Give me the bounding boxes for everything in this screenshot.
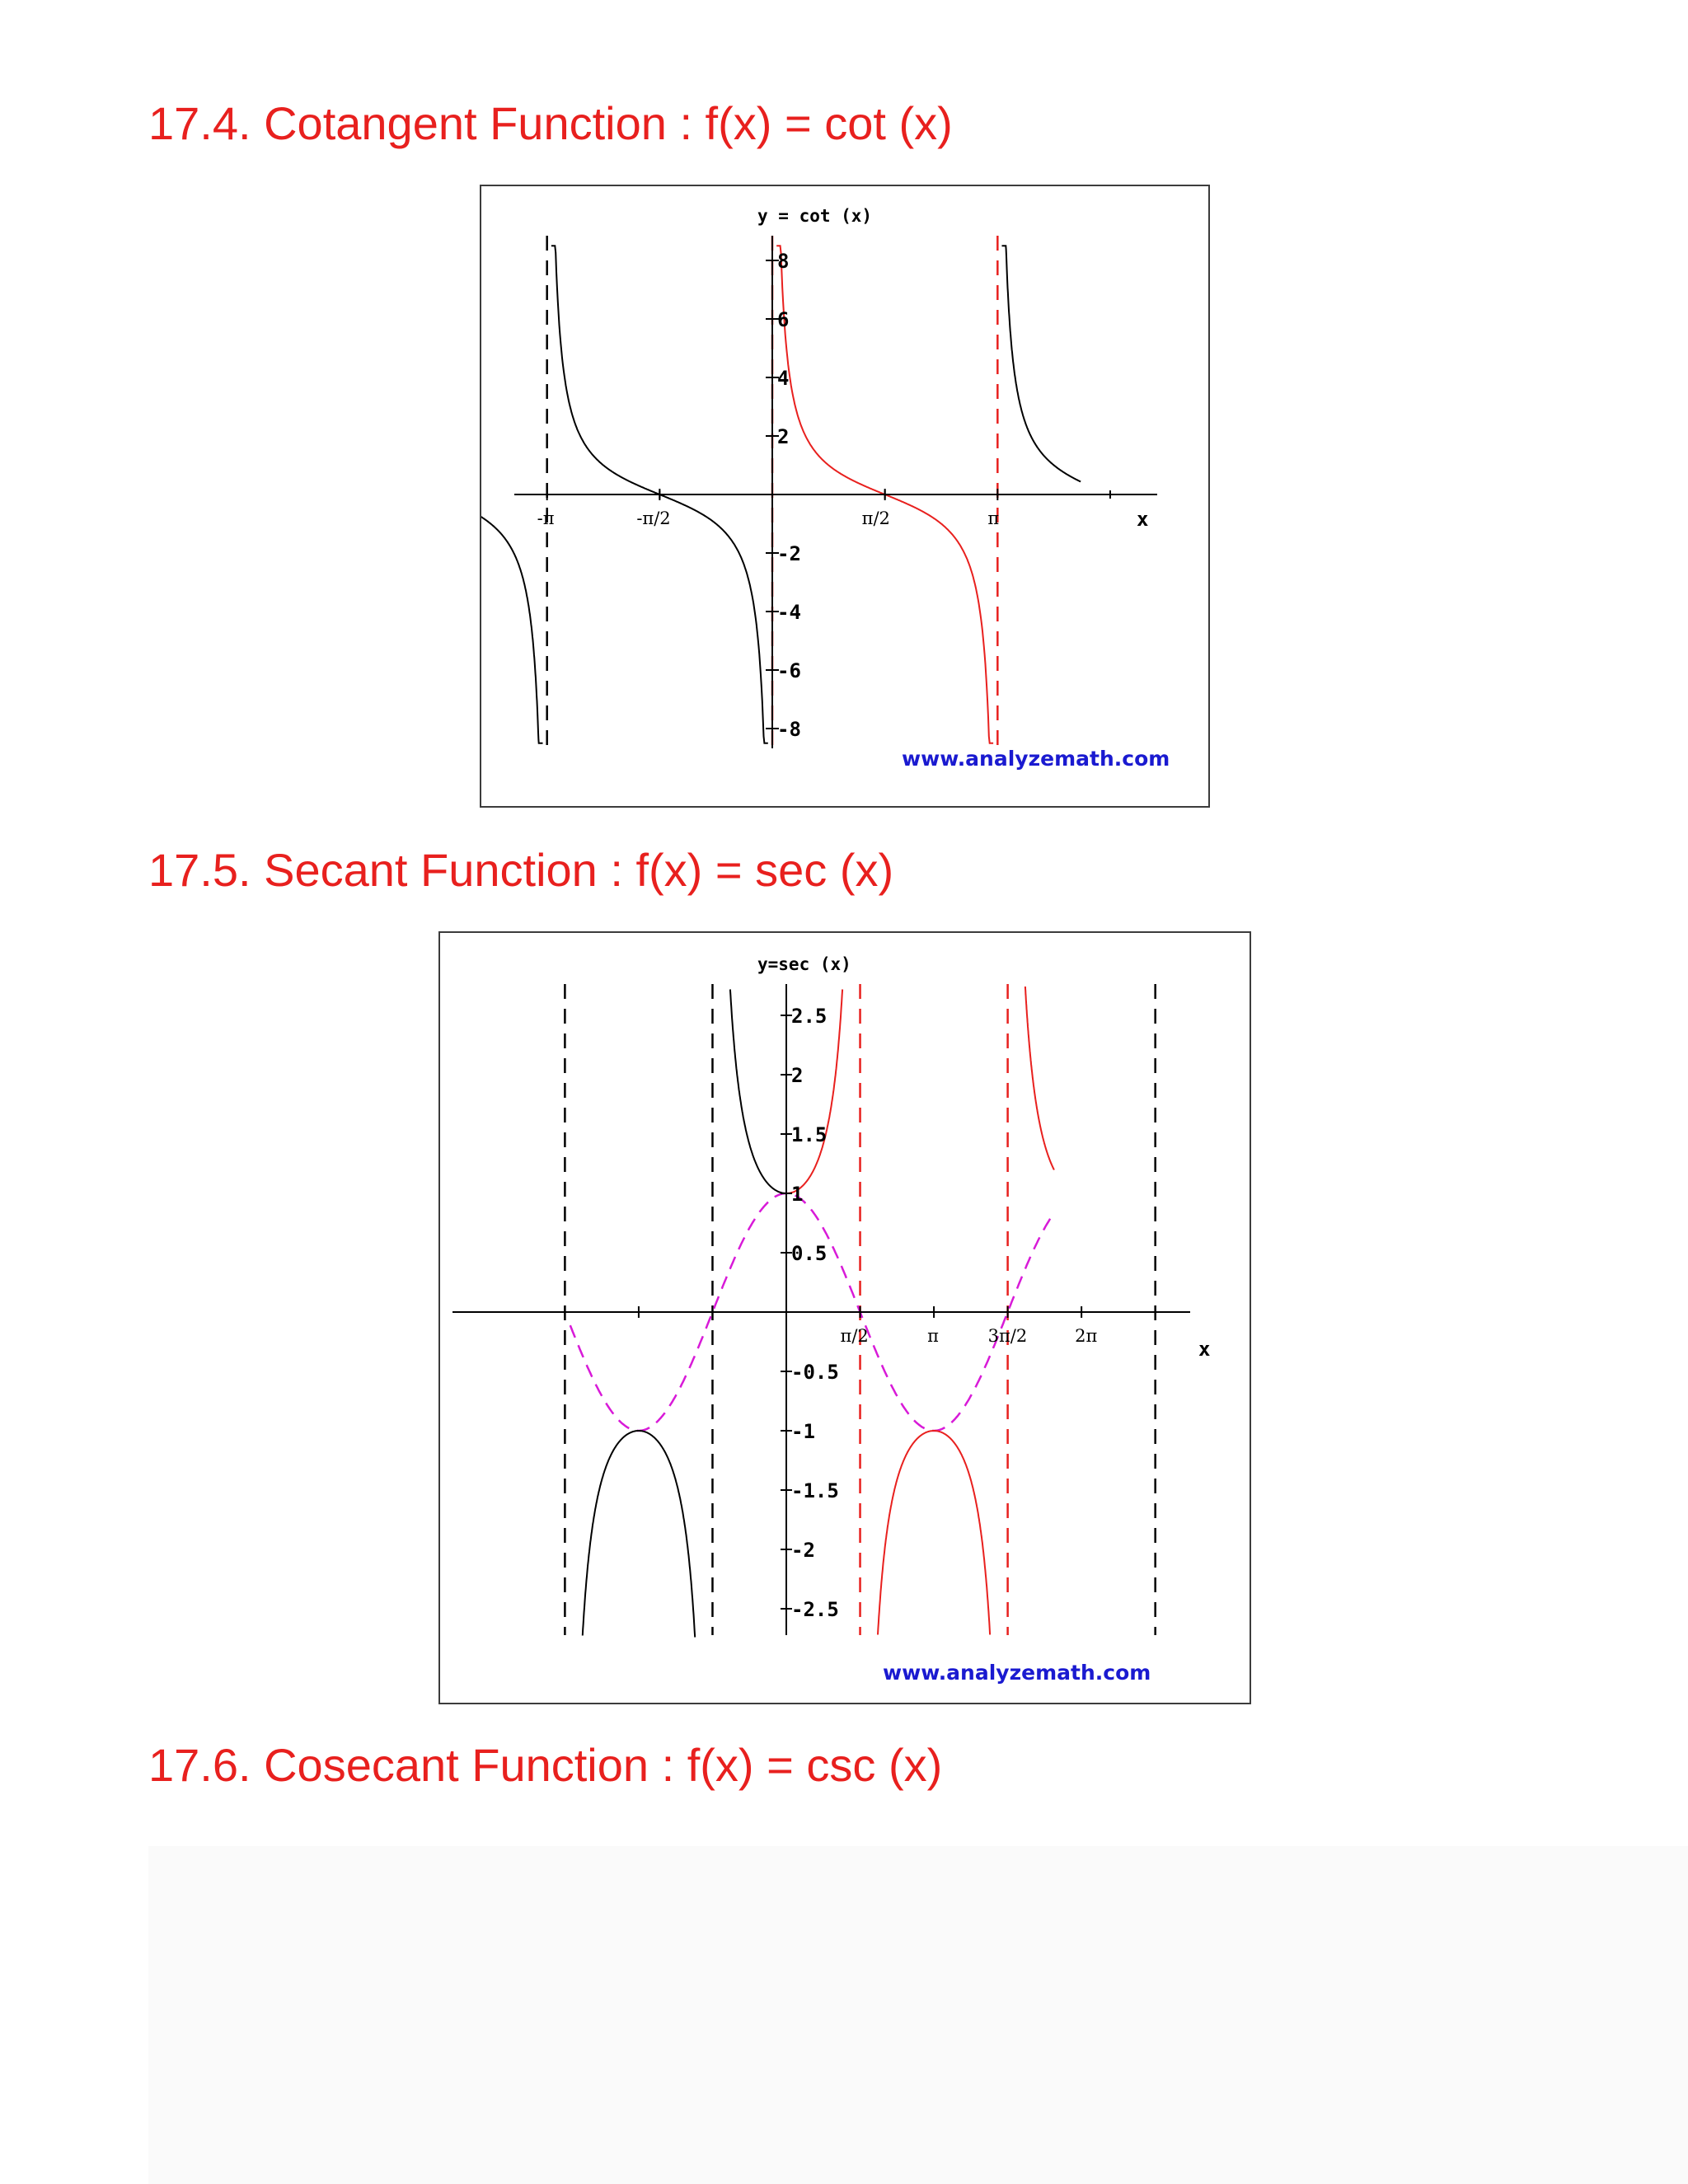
heading-secant: 17.5. Secant Function : f(x) = sec (x) bbox=[148, 844, 894, 896]
y-tick-label: -2 bbox=[791, 1539, 815, 1562]
x-tick-label: 3π/2 bbox=[987, 1326, 1028, 1346]
y-tick-label: 6 bbox=[777, 308, 790, 331]
y-tick-label: -4 bbox=[777, 601, 801, 624]
y-tick-label: -2.5 bbox=[791, 1598, 839, 1621]
watermark: www.analyzemath.com bbox=[902, 747, 1170, 771]
curve-branch bbox=[878, 1431, 990, 1635]
y-tick-label: 2.5 bbox=[791, 1005, 828, 1028]
x-tick-label: 2π bbox=[1075, 1326, 1098, 1346]
heading-cosecant: 17.6. Cosecant Function : f(x) = csc (x) bbox=[148, 1739, 943, 1791]
curve-branch bbox=[481, 508, 543, 743]
x-tick-label: -π/2 bbox=[636, 509, 671, 528]
x-axis-label: x bbox=[1137, 508, 1149, 531]
chart-title: y = cot (x) bbox=[757, 206, 873, 226]
watermark: www.analyzemath.com bbox=[883, 1661, 1151, 1685]
x-tick-label: -π bbox=[537, 509, 555, 528]
x-tick-label: π/2 bbox=[861, 509, 890, 528]
y-tick-label: -1.5 bbox=[791, 1479, 839, 1502]
blank-area bbox=[148, 1846, 1688, 2184]
curve-branch bbox=[583, 1431, 695, 1638]
x-tick-label: π bbox=[987, 509, 1000, 528]
y-tick-label: 4 bbox=[777, 367, 790, 390]
y-tick-label: 1 bbox=[791, 1183, 804, 1206]
x-tick-label: π/2 bbox=[840, 1326, 869, 1346]
y-tick-label: -8 bbox=[777, 718, 801, 741]
y-tick-label: -6 bbox=[777, 659, 801, 682]
secant-graph bbox=[438, 931, 1251, 1704]
y-tick-label: 2 bbox=[777, 425, 790, 448]
chart-title: y=sec (x) bbox=[757, 954, 851, 974]
curve-branch bbox=[1002, 246, 1081, 481]
y-tick-label: -0.5 bbox=[791, 1361, 839, 1384]
y-tick-label: -2 bbox=[777, 542, 801, 565]
y-tick-label: 8 bbox=[777, 250, 790, 273]
y-tick-label: 2 bbox=[791, 1064, 804, 1087]
cotangent-graph bbox=[480, 185, 1210, 808]
cotangent-plot bbox=[481, 186, 1208, 806]
secant-plot bbox=[440, 933, 1250, 1703]
curve-branch bbox=[1025, 987, 1054, 1170]
y-tick-label: 1.5 bbox=[791, 1123, 828, 1146]
y-tick-label: 0.5 bbox=[791, 1242, 828, 1265]
x-tick-label: π bbox=[927, 1326, 939, 1346]
curve-branch bbox=[730, 990, 786, 1194]
x-axis-label: x bbox=[1198, 1338, 1211, 1361]
y-tick-label: -1 bbox=[791, 1420, 815, 1443]
heading-cotangent: 17.4. Cotangent Function : f(x) = cot (x) bbox=[148, 97, 953, 149]
